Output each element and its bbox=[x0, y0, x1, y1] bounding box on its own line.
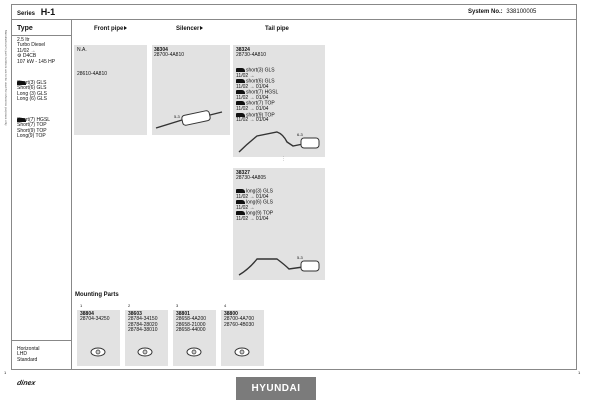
mounting-oem: 28784-28020 bbox=[128, 321, 158, 328]
engine-power: 107 kW - 145 HP bbox=[17, 58, 56, 65]
van-icon bbox=[236, 189, 245, 193]
engine-size: 2.5 ltr bbox=[17, 37, 30, 43]
front-pipe-oem: 28610-4A810 bbox=[77, 71, 108, 77]
silencer-title-text: Silencer bbox=[176, 26, 200, 32]
production-date: 11/02 → bbox=[17, 47, 36, 54]
variant: Short(9) TOP bbox=[17, 127, 47, 134]
van-icon bbox=[236, 113, 245, 117]
van-icon bbox=[236, 200, 245, 204]
type-footer bbox=[17, 347, 40, 363]
tail-line-text: short(9) TOP bbox=[246, 111, 275, 118]
tail-line-text: long(3) GLS bbox=[246, 188, 273, 195]
van-icon bbox=[236, 90, 245, 94]
column-title-tail-pipe bbox=[265, 26, 289, 32]
van-icon bbox=[236, 101, 245, 105]
side-disclaimer bbox=[2, 30, 8, 160]
variants-a bbox=[17, 81, 47, 103]
tail-line: 11/02 → 01/04 bbox=[236, 83, 269, 90]
silencer-oem: 28700-4A810 bbox=[154, 52, 185, 58]
variant: Long(9) TOP bbox=[17, 133, 46, 140]
variant: Short(3) GLS bbox=[17, 80, 47, 86]
mounting-oem: 28760-4B030 bbox=[224, 321, 255, 328]
column-title-type: Type bbox=[17, 25, 33, 32]
silencer-drawing bbox=[152, 100, 230, 135]
page-number-left: 1 bbox=[4, 370, 7, 375]
front-pipe-panel bbox=[74, 45, 147, 135]
tail-line: 11/02 → 01/04 bbox=[236, 95, 269, 102]
mounting-part-number: 38804 bbox=[80, 311, 94, 317]
arrow-icon bbox=[200, 26, 203, 30]
mounting-part-number: 38801 bbox=[176, 311, 190, 317]
gasket-icon bbox=[137, 347, 153, 357]
type-divider bbox=[11, 35, 71, 36]
tail-line: 11/02 → 01/04 bbox=[236, 106, 269, 113]
variant: Long (3) GLS bbox=[17, 90, 48, 97]
page-number-right: 1 bbox=[578, 370, 581, 375]
footer-divider bbox=[11, 340, 71, 341]
system-number bbox=[468, 9, 536, 15]
mounting-oem: 28658-4A200 bbox=[176, 316, 207, 323]
gasket-icon bbox=[186, 347, 202, 357]
mounting-oem: 28784-34150 bbox=[128, 316, 158, 323]
tail-line: 11/02 → 01/04 bbox=[236, 193, 269, 200]
series-value: H-1 bbox=[40, 7, 56, 17]
header-divider bbox=[11, 19, 577, 20]
mounting-oem: 28700-4A700 bbox=[224, 316, 255, 323]
van-icon bbox=[236, 79, 245, 83]
arrow-icon bbox=[124, 26, 127, 30]
gasket-icon bbox=[234, 347, 250, 357]
front-pipe-label: N.A. bbox=[77, 47, 87, 53]
orientation: Horizontal bbox=[17, 346, 40, 352]
van-icon bbox=[236, 68, 245, 72]
tail-line: 11/02 → bbox=[236, 72, 255, 79]
tail-pipe-2-oem: 28730-4A805 bbox=[236, 175, 267, 181]
gasket-icon bbox=[90, 347, 106, 357]
column-title-silencer bbox=[176, 26, 203, 32]
series-header bbox=[17, 7, 55, 17]
tail-pipe-1-drawing bbox=[233, 122, 325, 157]
tail-pipe-1-lines bbox=[236, 68, 278, 124]
tail-line-text: short(7) HGSL bbox=[246, 89, 279, 96]
mounting-oem: 28784-38010 bbox=[128, 327, 158, 334]
system-number-value: 338100005 bbox=[506, 9, 537, 15]
column-divider bbox=[71, 19, 72, 370]
silencer-part-number: 38304 bbox=[154, 47, 168, 53]
tail-line-text: long(9) TOP bbox=[246, 210, 274, 217]
tail-pipe-title-text: Tail pipe bbox=[265, 26, 289, 32]
mounting-part-1-text bbox=[80, 312, 109, 323]
tail-line-text: short(3) GLS bbox=[246, 67, 275, 74]
mounting-part-3-text bbox=[176, 312, 206, 334]
mounting-parts-title: Mounting Parts bbox=[75, 292, 119, 298]
mounting-oem: 28658-21000 bbox=[176, 321, 206, 328]
continuation-dots: ⋮ bbox=[281, 156, 286, 162]
tail-line: 11/02 → bbox=[236, 204, 255, 211]
tail-line-text: short(7) TOP bbox=[246, 100, 275, 107]
tail-line: 11/02 → 01/04 bbox=[236, 117, 269, 124]
mounting-oem: 28658-44000 bbox=[176, 327, 206, 334]
type-info bbox=[17, 38, 55, 65]
tail-line-text: short(6) GLS bbox=[246, 78, 275, 85]
engine-icon: ⚙ bbox=[17, 53, 22, 60]
engine-code: D4CB bbox=[22, 53, 37, 60]
tail-pipe-2-lines bbox=[236, 189, 273, 222]
mounting-part-2-text bbox=[128, 312, 157, 334]
mounting-index-2: 2 bbox=[128, 303, 131, 308]
mounting-oem: 28704-34250 bbox=[80, 316, 110, 323]
variants-b bbox=[17, 118, 50, 140]
silencer-marker: 5-3 bbox=[174, 114, 180, 119]
tail-line: 11/02 → 01/04 bbox=[236, 216, 269, 223]
tail-pipe-1-part-number: 38324 bbox=[236, 47, 250, 53]
mounting-part-number: 38800 bbox=[224, 311, 238, 317]
tail-pipe-2-marker: 5-3 bbox=[297, 255, 303, 260]
dinex-logo: dinex bbox=[16, 380, 36, 387]
system-number-label: System No.: bbox=[468, 9, 503, 15]
mounting-index-1: 1 bbox=[80, 303, 83, 308]
variant: Long (6) GLS bbox=[17, 96, 48, 103]
variant: Short(6) GLS bbox=[17, 85, 47, 92]
tail-line-text: long(6) GLS bbox=[246, 199, 273, 206]
spec-level: Standard bbox=[17, 356, 38, 363]
van-icon bbox=[236, 211, 245, 215]
variant: Short(7) HGSL bbox=[17, 117, 51, 123]
brand-label: HYUNDAI bbox=[236, 377, 316, 400]
fuel-type: Turbo Diesel bbox=[17, 42, 46, 49]
tail-pipe-2-part-number: 38327 bbox=[236, 170, 250, 176]
front-pipe-title-text: Front pipe bbox=[94, 26, 124, 32]
variant: Short(7) TOP bbox=[17, 122, 47, 129]
mounting-part-number: 38603 bbox=[128, 311, 142, 317]
series-label: Series bbox=[17, 11, 36, 17]
side-disclaimer-text: Manufacturer's part numbers are to be used for reference purposes only bbox=[4, 30, 8, 126]
column-title-front-pipe bbox=[94, 26, 127, 32]
tail-pipe-1-marker: 6-3 bbox=[297, 132, 303, 137]
tail-pipe-1-oem: 28730-4A810 bbox=[236, 52, 267, 58]
mounting-index-4: 4 bbox=[224, 303, 227, 308]
mounting-part-4-text bbox=[224, 312, 254, 328]
tail-pipe-2-drawing bbox=[233, 245, 325, 280]
drive-side: LHD bbox=[17, 351, 28, 358]
mounting-index-3: 3 bbox=[176, 303, 179, 308]
